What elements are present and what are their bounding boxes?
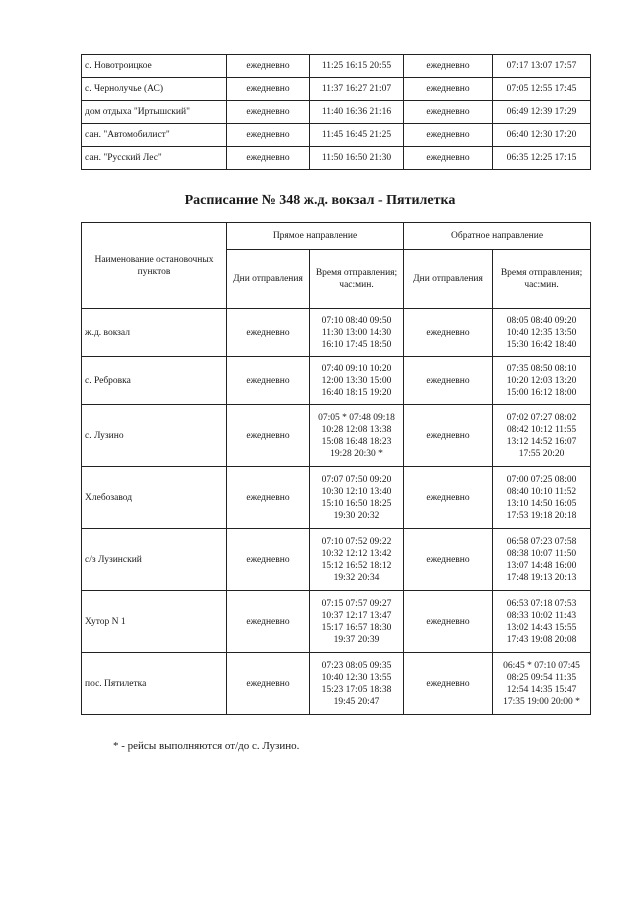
- schedule-table-header: [82, 223, 591, 309]
- time-line: 15:10 16:50 18:25: [321, 498, 392, 509]
- time-line: 07:23 08:05 09:35: [321, 660, 392, 671]
- time-line: 07:35 08:50 08:10: [506, 363, 577, 374]
- backward-days-cell: ежедневно: [404, 405, 493, 467]
- backward-times-cell: [493, 405, 591, 467]
- header-backward-days: Дни отправления: [404, 250, 493, 309]
- continuation-table-body: [82, 55, 591, 170]
- stop-name-cell: с/з Лузинский: [82, 529, 227, 591]
- forward-times-cell: [310, 467, 404, 529]
- time-line: 08:33 10:02 11:43: [506, 610, 577, 621]
- backward-times-cell: [493, 309, 591, 357]
- time-line: 15:17 16:57 18:30: [321, 622, 392, 633]
- forward-times-cell: [310, 405, 404, 467]
- backward-days-cell: ежедневно: [404, 147, 493, 170]
- backward-times-cell: 06:35 12:25 17:15: [493, 147, 591, 170]
- header-forward-days: Дни отправления: [227, 250, 310, 309]
- schedule-table-body: [82, 309, 591, 715]
- backward-times-cell: 06:49 12:39 17:29: [493, 101, 591, 124]
- schedule-title: Расписание № 348 ж.д. вокзал - Пятилетка: [184, 193, 456, 208]
- header-backward-time: Время отправления; час:мин.: [493, 250, 591, 309]
- forward-times-cell: 11:25 16:15 20:55: [310, 55, 404, 78]
- time-line: 15:08 16:48 18:23: [321, 436, 392, 447]
- time-line: 06:53 07:18 07:53: [506, 598, 577, 609]
- table-row: [82, 55, 591, 78]
- time-line: 19:28 20:30 *: [330, 448, 383, 459]
- backward-times-cell: [493, 591, 591, 653]
- backward-days-cell: ежедневно: [404, 78, 493, 101]
- backward-days-cell: ежедневно: [404, 591, 493, 653]
- forward-times-cell: [310, 357, 404, 405]
- forward-times-cell: 11:40 16:36 21:16: [310, 101, 404, 124]
- backward-times-cell: [493, 653, 591, 715]
- forward-days-cell: ежедневно: [227, 357, 310, 405]
- table-row: [82, 124, 591, 147]
- backward-days-cell: ежедневно: [404, 309, 493, 357]
- header-forward-time: Время отправления; час:мин.: [310, 250, 404, 309]
- time-line: 15:23 17:05 18:38: [321, 684, 392, 695]
- schedule-table-348: [81, 222, 591, 715]
- time-line: 17:55 20:20: [518, 448, 565, 459]
- forward-times-cell: 11:50 16:50 21:30: [310, 147, 404, 170]
- forward-days-cell: ежедневно: [227, 124, 310, 147]
- forward-times-cell: 11:45 16:45 21:25: [310, 124, 404, 147]
- table-row: [82, 405, 591, 467]
- backward-days-cell: ежедневно: [404, 653, 493, 715]
- time-line: 08:05 08:40 09:20: [506, 315, 577, 326]
- stop-name-cell: пос. Пятилетка: [82, 653, 227, 715]
- backward-times-cell: [493, 529, 591, 591]
- schedule-continuation-table: [81, 54, 591, 170]
- forward-times-cell: 11:37 16:27 21:07: [310, 78, 404, 101]
- stop-name-cell: ж.д. вокзал: [82, 309, 227, 357]
- stop-name-cell: с. Новотроицкое: [82, 55, 227, 78]
- time-line: 06:45 * 07:10 07:45: [503, 660, 580, 671]
- backward-days-cell: ежедневно: [404, 357, 493, 405]
- forward-days-cell: ежедневно: [227, 467, 310, 529]
- time-line: 08:25 09:54 11:35: [506, 672, 577, 683]
- time-line: 07:10 08:40 09:50: [321, 315, 392, 326]
- backward-times-cell: 07:17 13:07 17:57: [493, 55, 591, 78]
- table-row: [82, 653, 591, 715]
- time-line: 10:37 12:17 13:47: [321, 610, 392, 621]
- forward-times-cell: [310, 591, 404, 653]
- stop-name-cell: сан. "Автомобилист": [82, 124, 227, 147]
- table-row: [82, 467, 591, 529]
- forward-days-cell: ежедневно: [227, 591, 310, 653]
- table-row: [82, 147, 591, 170]
- forward-days-cell: ежедневно: [227, 653, 310, 715]
- time-line: 07:00 07:25 08:00: [506, 474, 577, 485]
- time-line: 17:35 19:00 20:00 *: [503, 696, 580, 707]
- time-line: 06:58 07:23 07:58: [506, 536, 577, 547]
- time-line: 08:42 10:12 11:55: [506, 424, 577, 435]
- forward-times-cell: [310, 529, 404, 591]
- stop-name-cell: с. Лузино: [82, 405, 227, 467]
- time-line: 19:37 20:39: [333, 634, 380, 645]
- forward-days-cell: ежедневно: [227, 147, 310, 170]
- backward-times-cell: 06:40 12:30 17:20: [493, 124, 591, 147]
- time-line: 07:05 * 07:48 09:18: [318, 412, 395, 423]
- time-line: 12:54 14:35 15:47: [506, 684, 577, 695]
- stop-name-cell: дом отдыха "Иртышский": [82, 101, 227, 124]
- stop-name-cell: сан. "Русский Лес": [82, 147, 227, 170]
- backward-times-cell: 07:05 12:55 17:45: [493, 78, 591, 101]
- forward-times-cell: [310, 653, 404, 715]
- time-line: 17:53 19:18 20:18: [506, 510, 577, 521]
- header-backward-direction: Обратное направление: [404, 223, 591, 250]
- time-line: 11:30 13:00 14:30: [321, 327, 392, 338]
- table-row: [82, 357, 591, 405]
- time-line: 16:40 18:15 19:20: [321, 387, 392, 398]
- time-line: 13:10 14:50 16:05: [506, 498, 577, 509]
- forward-days-cell: ежедневно: [227, 78, 310, 101]
- time-line: 17:48 19:13 20:13: [506, 572, 577, 583]
- table-row: [82, 591, 591, 653]
- time-line: 07:07 07:50 09:20: [321, 474, 392, 485]
- time-line: 13:07 14:48 16:00: [506, 560, 577, 571]
- forward-days-cell: ежедневно: [227, 309, 310, 357]
- time-line: 13:12 14:52 16:07: [506, 436, 577, 447]
- time-line: 12:00 13:30 15:00: [321, 375, 392, 386]
- time-line: 10:32 12:12 13:42: [321, 548, 392, 559]
- time-line: 10:20 12:03 13:20: [506, 375, 577, 386]
- forward-days-cell: ежедневно: [227, 101, 310, 124]
- table-row: [82, 78, 591, 101]
- header-stops: Наименование остановочных пунктов: [82, 223, 227, 309]
- time-line: 07:15 07:57 09:27: [321, 598, 392, 609]
- time-line: 19:30 20:32: [333, 510, 380, 521]
- backward-days-cell: ежедневно: [404, 467, 493, 529]
- backward-days-cell: ежедневно: [404, 101, 493, 124]
- time-line: 08:40 10:10 11:52: [506, 486, 577, 497]
- forward-days-cell: ежедневно: [227, 405, 310, 467]
- time-line: 15:12 16:52 18:12: [321, 560, 392, 571]
- backward-days-cell: ежедневно: [404, 529, 493, 591]
- time-line: 10:28 12:08 13:38: [321, 424, 392, 435]
- backward-days-cell: ежедневно: [404, 55, 493, 78]
- time-line: 10:40 12:35 13:50: [506, 327, 577, 338]
- table-row: [82, 309, 591, 357]
- backward-days-cell: ежедневно: [404, 124, 493, 147]
- time-line: 19:32 20:34: [333, 572, 380, 583]
- table-row: [82, 529, 591, 591]
- time-line: 19:45 20:47: [333, 696, 380, 707]
- time-line: 08:38 10:07 11:50: [506, 548, 577, 559]
- time-line: 13:02 14:43 15:55: [506, 622, 577, 633]
- time-line: 16:10 17:45 18:50: [321, 339, 392, 350]
- table-row: [82, 101, 591, 124]
- time-line: 15:30 16:42 18:40: [506, 339, 577, 350]
- forward-days-cell: ежедневно: [227, 55, 310, 78]
- forward-times-cell: [310, 309, 404, 357]
- time-line: 10:30 12:10 13:40: [321, 486, 392, 497]
- time-line: 07:02 07:27 08:02: [506, 412, 577, 423]
- backward-times-cell: [493, 467, 591, 529]
- stop-name-cell: Хутор N 1: [82, 591, 227, 653]
- backward-times-cell: [493, 357, 591, 405]
- stop-name-cell: Хлебозавод: [82, 467, 227, 529]
- time-line: 07:10 07:52 09:22: [321, 536, 392, 547]
- time-line: 17:43 19:08 20:08: [506, 634, 577, 645]
- forward-days-cell: ежедневно: [227, 529, 310, 591]
- time-line: 07:40 09:10 10:20: [321, 363, 392, 374]
- header-forward-direction: Прямое направление: [227, 223, 404, 250]
- time-line: 10:40 12:30 13:55: [321, 672, 392, 683]
- footnote: * - рейсы выполняются от/до с. Лузино.: [113, 740, 300, 752]
- time-line: 15:00 16:12 18:00: [506, 387, 577, 398]
- stop-name-cell: с. Чернолучье (АС): [82, 78, 227, 101]
- stop-name-cell: с. Ребровка: [82, 357, 227, 405]
